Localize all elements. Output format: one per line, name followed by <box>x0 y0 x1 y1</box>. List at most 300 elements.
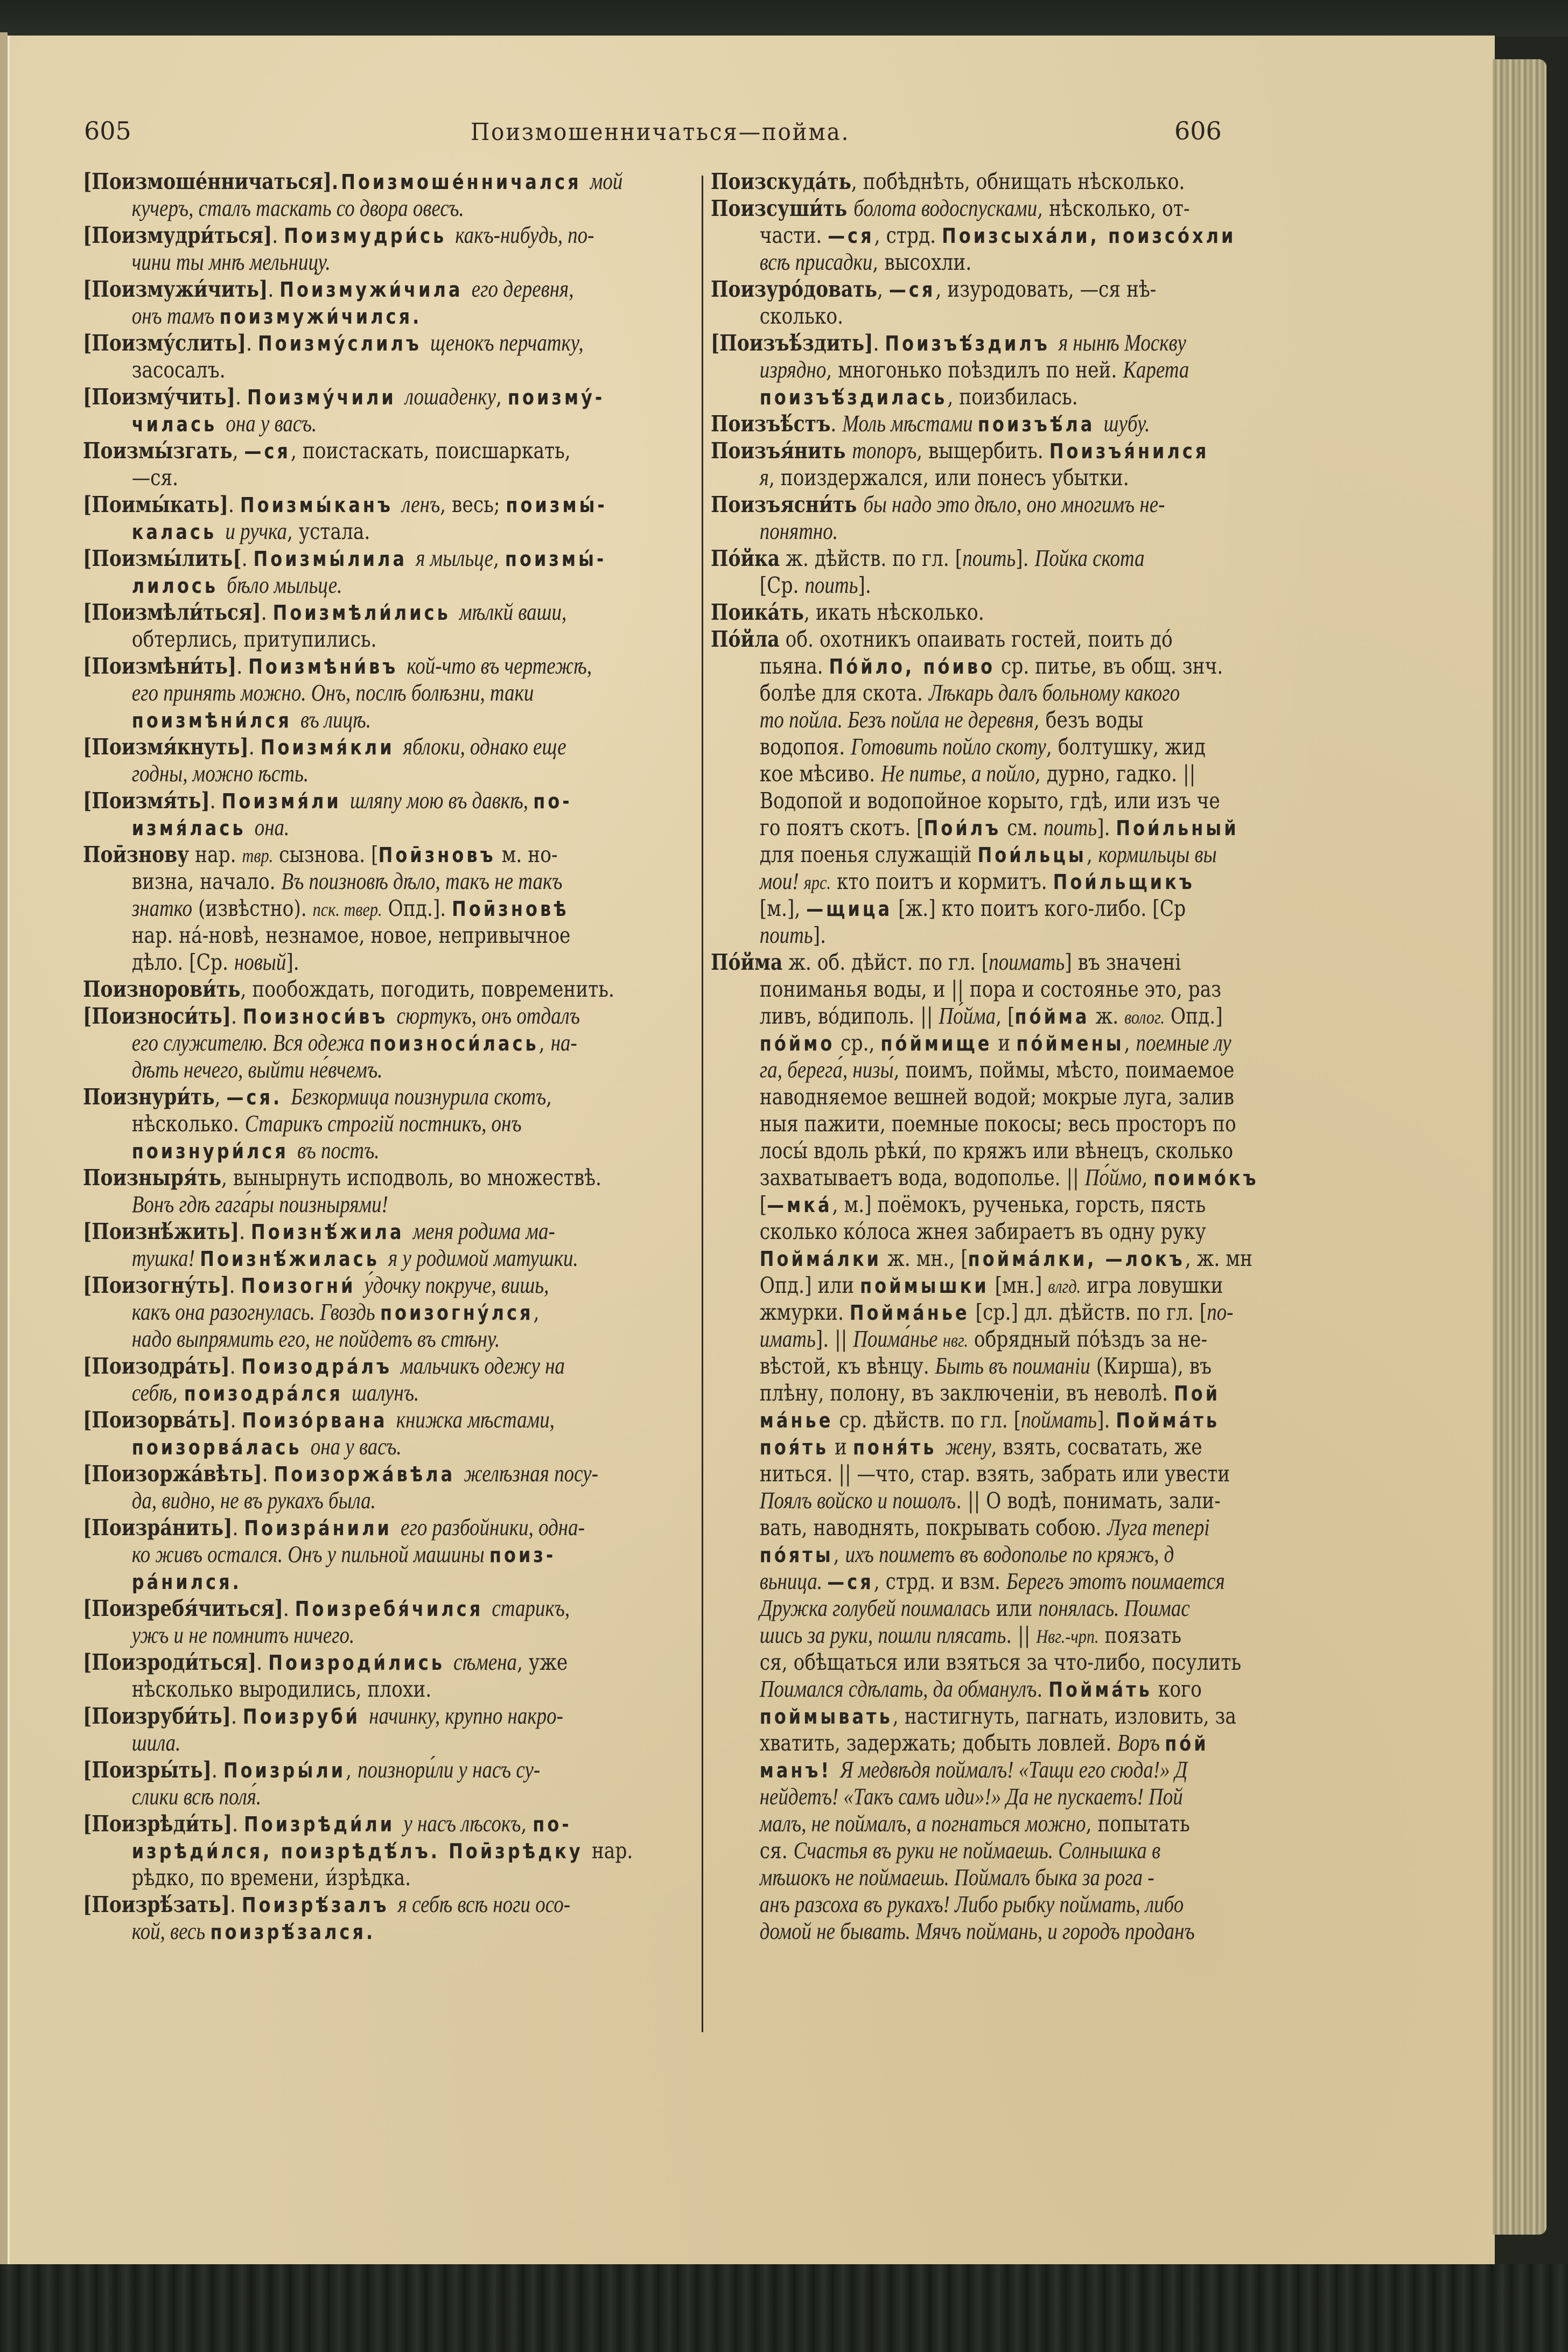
entry-continuation-line <box>83 464 603 491</box>
italic-example: кормильцы вы <box>1098 841 1217 867</box>
italic-example: мальчикъ одежу на <box>401 1353 565 1379</box>
abbreviation: влгд. <box>1048 1276 1081 1297</box>
entry-continuation-line <box>83 1137 603 1164</box>
spaced-form: калась <box>131 520 226 544</box>
spaced-form: Поизсыха́ли, поизсо́хли <box>942 224 1236 248</box>
entry-continuation-line <box>711 1730 1227 1756</box>
headword: [Поизмоше́нничаться] <box>83 169 332 194</box>
headword: [Поизмудри́ться] <box>83 222 272 248</box>
definition-text: . <box>241 545 254 571</box>
spaced-form: Поизодра́лъ <box>241 1355 401 1378</box>
italic-example: книжка мѣстами, <box>396 1406 555 1433</box>
spaced-form: Пои́льцы <box>977 843 1087 867</box>
italic-example: поизнори́ли у насъ су- <box>358 1756 541 1783</box>
italic-example: Вонъ гдѣ гага́ры поизнырями! <box>131 1191 388 1217</box>
definition-text: [ <box>759 1192 767 1217</box>
headword: Поика́ть <box>711 599 804 625</box>
entry-continuation-line <box>83 410 603 437</box>
italic-example: я себѣ всѣ ноги осо- <box>397 1891 571 1917</box>
entry-continuation-line <box>711 249 1227 276</box>
spaced-form: —ся <box>827 1570 874 1594</box>
definition-text: ср. дѣйств. по гл. [ <box>833 1407 1021 1433</box>
definition-text: , поистаскать, поисшаркать, <box>290 438 571 464</box>
entry-line <box>711 195 1227 222</box>
definition-text: игра ловушки <box>1081 1272 1223 1298</box>
italic-example: какъ-нибудь, по- <box>455 222 594 248</box>
italic-example: его деревня, <box>471 276 574 302</box>
definition-text: —ся. <box>131 465 179 491</box>
headword: Поизнорови́ть <box>83 976 241 1002</box>
definition-text: , поимъ, поймы, мѣсто, поимаемое <box>893 1057 1235 1083</box>
page-number-right: 606 <box>1174 116 1222 145</box>
spaced-form: поймывать <box>759 1705 893 1728</box>
entry-continuation-line <box>711 1918 1227 1945</box>
entry-continuation-line <box>711 222 1236 249</box>
definition-text: . <box>236 653 249 679</box>
entry-line <box>711 437 1227 464</box>
entry-continuation-line <box>83 814 603 841</box>
spaced-form: поизорва́лась <box>131 1436 311 1459</box>
italic-example: шалунъ. <box>352 1380 419 1406</box>
spaced-form: изрѣди́лся, поизрѣдѣ́лъ. Поӣзрѣдку <box>131 1839 592 1863</box>
abbreviation: волог. <box>1124 1006 1165 1028</box>
spaced-form: Поизъѣ́здилъ <box>885 332 1059 355</box>
italic-example: слики всѣ поля́. <box>131 1783 262 1810</box>
definition-text: сколько ко́лоса жнея забираетъ въ одну руку <box>759 1219 1206 1244</box>
definition-text: об. охотникъ опаивать гостей, поить до́ <box>779 626 1173 652</box>
definition-text: . <box>230 1703 243 1729</box>
entry-continuation-line <box>83 1568 603 1595</box>
italic-example: Не питье, а пойло <box>881 760 1035 787</box>
definition-text: ]. <box>1097 815 1116 841</box>
spaced-form: Поизмя́кли <box>260 736 403 759</box>
headword: Поизсуши́ть <box>711 195 854 221</box>
background-bottom <box>0 2264 1568 2352</box>
definition-text: . <box>1037 1676 1049 1702</box>
definition-text: . <box>232 1515 244 1541</box>
entry-continuation-line <box>711 518 1227 545</box>
spaced-form: Пойма́ть <box>1048 1678 1152 1702</box>
italic-example: да, видно, не въ рукахъ была. <box>131 1487 376 1514</box>
entry-line <box>83 1649 603 1676</box>
definition-text: . || О водѣ, понимать, зали- <box>956 1488 1221 1514</box>
entry-line <box>711 276 1227 303</box>
spaced-form: Поизребя́чился <box>295 1597 492 1621</box>
entry-line <box>83 653 603 680</box>
italic-example: старикъ, <box>492 1595 570 1621</box>
entry-continuation-line <box>711 1541 1227 1568</box>
definition-text: . <box>268 276 280 302</box>
entry-continuation-line <box>83 895 603 922</box>
spaced-form: Поизмужи́чила <box>279 278 472 302</box>
definition-text: . || <box>1006 1622 1037 1648</box>
entry-continuation-line <box>711 1649 1242 1676</box>
gutter-edge <box>0 32 8 2272</box>
definition-text: , ж. мн <box>1185 1245 1252 1271</box>
italic-example: всѣ присадки <box>759 249 873 275</box>
abbreviation: твр. <box>242 845 274 866</box>
entry-continuation-line <box>711 1622 1227 1649</box>
italic-example: его служителю. Вся одежа <box>131 1030 370 1056</box>
entry-continuation-line <box>711 976 1227 1003</box>
entry-continuation-line <box>83 1299 603 1326</box>
entry-continuation-line <box>83 1380 603 1406</box>
definition-text: кого <box>1152 1676 1202 1702</box>
spaced-form: пойма́лки, —локъ <box>968 1247 1185 1271</box>
definition-text: , взять, сосватать, же <box>991 1434 1202 1460</box>
definition-text: , дурно, гадко. || <box>1035 761 1196 787</box>
definition-text: рѣдко, по времени, и́зрѣдка. <box>131 1865 411 1891</box>
italic-example: шила. <box>131 1730 181 1756</box>
definition-text: , <box>1086 842 1098 867</box>
definition-text: ]. <box>286 949 299 975</box>
definition-text: , <box>521 1811 533 1837</box>
entry-line <box>83 1810 603 1837</box>
entry-line <box>83 545 607 572</box>
italic-example: чини ты мнѣ мельницу. <box>131 249 331 275</box>
headword: [Поизмя́ть] <box>83 788 210 814</box>
definition-text: Опд.]. <box>382 895 452 921</box>
definition-text: вѣстой, къ вѣнцу. <box>759 1353 935 1379</box>
definition-text: ]. <box>1097 1407 1116 1433</box>
italic-example: Быть въ поиманіи <box>935 1353 1090 1379</box>
entry-line <box>83 1272 603 1299</box>
definition-text: плѣну, полону, въ заключеніи, въ неволѣ. <box>759 1380 1174 1406</box>
italic-example: нейдетъ! «Такъ самъ иди»!» Да не пускаетъ! Пой <box>759 1783 1183 1810</box>
italic-example: сюртукъ, онъ отдалъ <box>396 1003 580 1029</box>
definition-text: нар. <box>189 842 242 867</box>
entry-continuation-line <box>711 814 1239 841</box>
spaced-form: Пои́лъ <box>923 816 1002 840</box>
headword: [Поизрѣ́зать] <box>83 1892 230 1917</box>
spaced-form: Пои́льщикъ <box>1053 870 1195 894</box>
headword: [Поизмя́кнуть] <box>83 734 249 760</box>
italic-example: Готовить пойло скоту <box>851 733 1046 760</box>
definition-text: обрядный по́ѣздъ за не- <box>968 1326 1208 1352</box>
entry-continuation-line <box>711 1783 1227 1810</box>
headword: Поизмы́згать <box>83 438 233 464</box>
headword: Поизныря́ть <box>83 1165 222 1191</box>
definition-text: , изуродовать, —ся нѣ- <box>935 276 1157 302</box>
entry-continuation-line <box>83 1245 603 1272</box>
entry-line <box>83 1003 603 1030</box>
spaced-form: поизноси́лась <box>369 1032 539 1055</box>
definition-text: . <box>229 1272 241 1298</box>
definition-text: . <box>229 1353 242 1379</box>
entry-line <box>83 976 615 1003</box>
definition-text: ж. <box>1089 1003 1125 1029</box>
italic-example: Моль мѣстами <box>842 410 978 437</box>
definition-text: сколько. <box>759 303 844 329</box>
spaced-form: по́ймо <box>759 1032 835 1055</box>
entry-continuation-line <box>711 653 1227 680</box>
spaced-form: Поизогни́ <box>241 1274 365 1298</box>
spaced-form: по́й <box>1165 1732 1209 1755</box>
entry-continuation-line <box>711 1353 1227 1380</box>
entry-continuation-line <box>83 572 603 599</box>
definition-text: ср., <box>835 1030 881 1056</box>
spaced-form: Пойма́ть <box>1116 1409 1220 1432</box>
definition-text: , поизбилась. <box>947 384 1078 410</box>
spaced-form: поизодра́лся <box>184 1382 352 1405</box>
definition-text: , настигнуть, пагнать, изловить, за <box>892 1703 1236 1729</box>
italic-example: надо выпрямить его, не пойдетъ въ стѣну. <box>131 1326 500 1352</box>
definition-text: , весь; <box>440 492 506 517</box>
definition-text: пьяна. <box>759 653 829 679</box>
entry-continuation-line <box>711 760 1227 787</box>
italic-example: на- <box>550 1030 577 1056</box>
definition-text: , поиздержался, или понесъ убытки. <box>768 465 1129 491</box>
italic-example: понялась. Поимас <box>1038 1595 1190 1621</box>
definition-text: , болтушку, жид <box>1046 734 1206 760</box>
definition-text: обтерлись, притупились. <box>131 626 377 652</box>
definition-text: , <box>232 438 244 464</box>
spaced-form: поизмы́- <box>505 547 607 571</box>
entry-continuation-line <box>711 1837 1227 1864</box>
spaced-form: Пойма́нье <box>849 1301 970 1325</box>
italic-example: домой не бывать. Мячъ поймань, и городъ проданъ <box>759 1918 1195 1944</box>
spaced-form: по́ймище <box>880 1032 992 1055</box>
entry-continuation-line <box>83 949 603 976</box>
spaced-form: поизнури́лся <box>131 1139 298 1163</box>
italic-example: его принять можно. Онъ, послѣ болѣзни, таки <box>131 680 534 706</box>
entry-line <box>83 841 603 868</box>
definition-text: (Кирша), въ <box>1090 1353 1212 1379</box>
entry-continuation-line <box>711 706 1227 733</box>
definition-text: ся. <box>759 1838 794 1864</box>
italic-example: Старикъ строгій постникъ, онъ <box>244 1110 522 1137</box>
spaced-form: Поизра́нили <box>244 1516 401 1540</box>
entry-continuation-line <box>83 1864 603 1891</box>
entry-continuation-line <box>711 464 1227 491</box>
entry-continuation-line <box>83 1541 603 1568</box>
italic-example: меня родима ма- <box>412 1218 555 1244</box>
definition-text: [ср.] дл. дѣйств. по гл. [ <box>969 1299 1207 1325</box>
entry-line <box>83 491 607 518</box>
definition-text: ливъ, во́диполь. || <box>759 1003 939 1029</box>
spaced-form: Пойма́лки <box>759 1247 882 1271</box>
definition-text: . <box>232 1811 244 1837</box>
italic-example: себѣ <box>131 1380 172 1406</box>
definition-text: поязать <box>1098 1622 1182 1648</box>
entry-line <box>83 168 623 195</box>
page-stack-edge <box>1493 59 1546 2235</box>
spaced-form: По́йло, по́иво <box>829 655 996 678</box>
spaced-form: Поизоржа́вѣла <box>274 1462 464 1486</box>
entry-continuation-line <box>83 1837 633 1864</box>
definition-text: вать, наводнять, покрывать собою. <box>759 1515 1108 1541</box>
definition-text: [Ср. <box>759 572 805 598</box>
entry-continuation-line <box>83 356 603 383</box>
entry-continuation-line <box>83 922 603 949</box>
entry-line <box>83 599 603 626</box>
italic-example: я мыльце <box>416 545 494 571</box>
definition-text: , <box>493 545 505 571</box>
italic-example: понятно. <box>759 518 838 544</box>
definition-text: , <box>877 276 889 302</box>
entry-continuation-line <box>83 1487 603 1514</box>
definition-text: (извѣстно). <box>192 895 313 921</box>
definition-text: , многонько поѣздилъ по ней. <box>826 357 1123 383</box>
italic-example: болота водоспусками <box>853 195 1038 221</box>
spaced-form: Поизму́слилъ <box>257 332 431 355</box>
entry-continuation-line <box>711 1810 1227 1837</box>
entry-continuation-line <box>83 1676 603 1703</box>
entry-continuation-line <box>711 1703 1236 1730</box>
entry-line <box>711 545 1227 572</box>
spaced-form: Поизруби́ <box>242 1705 369 1728</box>
headword: [Поизнѣ́жить] <box>83 1219 240 1244</box>
spaced-form: поизрѣ́зался. <box>210 1920 376 1944</box>
definition-text: , стрд. <box>874 222 942 248</box>
entry-line <box>83 1891 603 1918</box>
headword: Поизъя́нить <box>711 438 852 464</box>
italic-example: ужъ и не помнитъ ничего. <box>131 1622 355 1648</box>
headword: [Поимы́кать] <box>83 492 228 517</box>
headword: [Поизмѣни́ть] <box>83 653 237 679</box>
spaced-form: поизму́- <box>507 386 605 409</box>
definition-text: ж. дѣйств. по гл. [ <box>780 545 963 571</box>
definition-text: , попытать <box>1086 1811 1190 1837</box>
italic-example: въ лицѣ. <box>300 706 371 733</box>
definition-text: нар. <box>591 1838 633 1864</box>
entry-continuation-line <box>711 1083 1235 1110</box>
italic-example: жену <box>945 1433 991 1460</box>
italic-example: Поима́нье <box>853 1326 943 1352</box>
definition-text: Водопой и водопойное корыто, гдѣ, или изъ че <box>759 788 1220 814</box>
definition-text: наводняемое вешней водой; мокрые луга, залив <box>759 1084 1235 1110</box>
spaced-form: по́йма <box>1014 1005 1090 1028</box>
italic-example: щенокъ перчатку, <box>430 330 584 356</box>
entry-line <box>83 1218 603 1245</box>
entry-continuation-line <box>711 868 1227 895</box>
italic-example: и ручка <box>225 518 287 544</box>
entry-continuation-line <box>711 733 1227 760</box>
entry-continuation-line <box>711 1864 1227 1891</box>
definition-text: , <box>346 1757 358 1783</box>
definition-text: , пообождать, погодить, повременить. <box>240 976 615 1002</box>
italic-example: поить <box>759 922 813 948</box>
entry-continuation-line <box>711 1299 1234 1326</box>
definition-text: нар. на́-новѣ, незнамое, новое, непривычное <box>131 922 571 948</box>
italic-example: поимать <box>989 949 1065 975</box>
definition-text: , икать нѣсколько. <box>803 599 984 625</box>
spaced-form: Пой <box>1174 1382 1221 1405</box>
headword: [Поизмѣли́ться] <box>83 599 261 625</box>
italic-example: сѣмена <box>453 1649 517 1675</box>
spaced-form: Поӣзновъ <box>378 843 496 867</box>
definition-text: , [ <box>996 1003 1015 1029</box>
definition-text: болѣе для скота. <box>759 680 929 706</box>
definition-text: . <box>230 1407 242 1433</box>
entry-continuation-line <box>711 1218 1227 1245</box>
italic-example: Воръ <box>1117 1730 1165 1756</box>
definition-text: , <box>546 1084 552 1110</box>
headword: Поизуро́довать <box>711 276 878 302</box>
entry-continuation-line <box>711 1433 1227 1460</box>
italic-example: то пойла. Безъ пойла не деревня <box>759 706 1034 733</box>
column-divider <box>702 176 703 2032</box>
spaced-form: Поизрѣди́ли <box>244 1812 404 1836</box>
spaced-form: Поизмѣли́лись <box>272 601 459 625</box>
italic-example: Лѣкарь далъ больному какого <box>928 680 1180 706</box>
spaced-form: по- <box>533 1812 572 1836</box>
entry-continuation-line <box>83 1918 603 1945</box>
italic-example: его разбойники, одна- <box>401 1514 585 1541</box>
definition-text: . <box>211 1757 223 1783</box>
entry-continuation-line <box>711 1110 1236 1137</box>
italic-example: По́ймо <box>1084 1164 1142 1191</box>
italic-example: Счастья въ руки не поймаешь. Солнышка в <box>793 1837 1161 1864</box>
definition-text: , <box>538 1030 551 1056</box>
spaced-form: по- <box>533 789 572 813</box>
italic-example: Пойка скота <box>1034 545 1145 571</box>
definition-text: Опд.] или <box>759 1272 860 1298</box>
spaced-form: по́яты <box>759 1543 834 1567</box>
spaced-form: поизмужи́чился. <box>219 305 422 328</box>
entry-continuation-line <box>711 383 1227 410</box>
entry-continuation-line <box>83 1326 603 1353</box>
spaced-form: Поизрѣ́залъ <box>241 1893 398 1917</box>
definition-text: . <box>272 222 284 248</box>
definition-text: [мн.] <box>989 1272 1048 1298</box>
headword: Поӣзнову <box>83 842 190 867</box>
entry-line <box>711 949 1227 976</box>
definition-text: , <box>1142 1165 1154 1191</box>
entry-continuation-line <box>711 1164 1259 1191</box>
definition-text: , безъ воды <box>1033 707 1144 733</box>
entry-line <box>711 410 1227 437</box>
spaced-form: поизъѣ́ла <box>977 412 1104 436</box>
spaced-form: поизъѣ́здилась <box>759 386 948 409</box>
spaced-form: лилось <box>131 574 227 598</box>
definition-text: . <box>248 734 261 760</box>
definition-text: . <box>228 492 240 517</box>
italic-example: бы надо это дѣло, оно многимъ не- <box>863 491 1165 517</box>
italic-example: Дружка голубей поималась <box>759 1595 990 1621</box>
definition-text: . <box>262 1461 274 1487</box>
entry-continuation-line <box>83 1030 603 1056</box>
italic-example: поймать <box>1021 1406 1097 1433</box>
italic-example: начинку, крупно накро- <box>369 1703 563 1729</box>
spaced-form: поизмы́- <box>506 493 607 517</box>
entry-continuation-line <box>83 706 603 733</box>
italic-example: Безкормица поизнурила скотъ <box>291 1083 547 1110</box>
spaced-form: —ся <box>888 278 936 302</box>
definition-text: ж. об. дѣйст. по гл. [ <box>782 949 989 975</box>
definition-text: дѣло. [Ср. <box>131 949 234 975</box>
definition-text: Опд.] <box>1164 1003 1223 1029</box>
definition-text: и <box>829 1434 853 1460</box>
italic-example: шись за руки, пошли плясать <box>759 1622 1006 1648</box>
entry-continuation-line <box>711 1056 1235 1083</box>
definition-text: . <box>209 788 222 814</box>
entry-continuation-line <box>711 1568 1227 1595</box>
entry-continuation-line <box>83 249 603 276</box>
spaced-form: —ся <box>828 224 874 248</box>
entry-line <box>83 1083 603 1110</box>
entry-continuation-line <box>711 1891 1227 1918</box>
running-head <box>8 116 1493 154</box>
entry-line <box>83 383 603 410</box>
italic-example: га, берега́, низы́ <box>759 1056 894 1083</box>
definition-text: . <box>231 1003 243 1029</box>
definition-text: водопоя. <box>759 734 851 760</box>
italic-example: новый <box>234 949 286 975</box>
headword: [Поизму́слить] <box>83 330 247 356</box>
spaced-form: Поизмы́канъ <box>240 493 402 517</box>
entry-continuation-line <box>83 1056 603 1083</box>
